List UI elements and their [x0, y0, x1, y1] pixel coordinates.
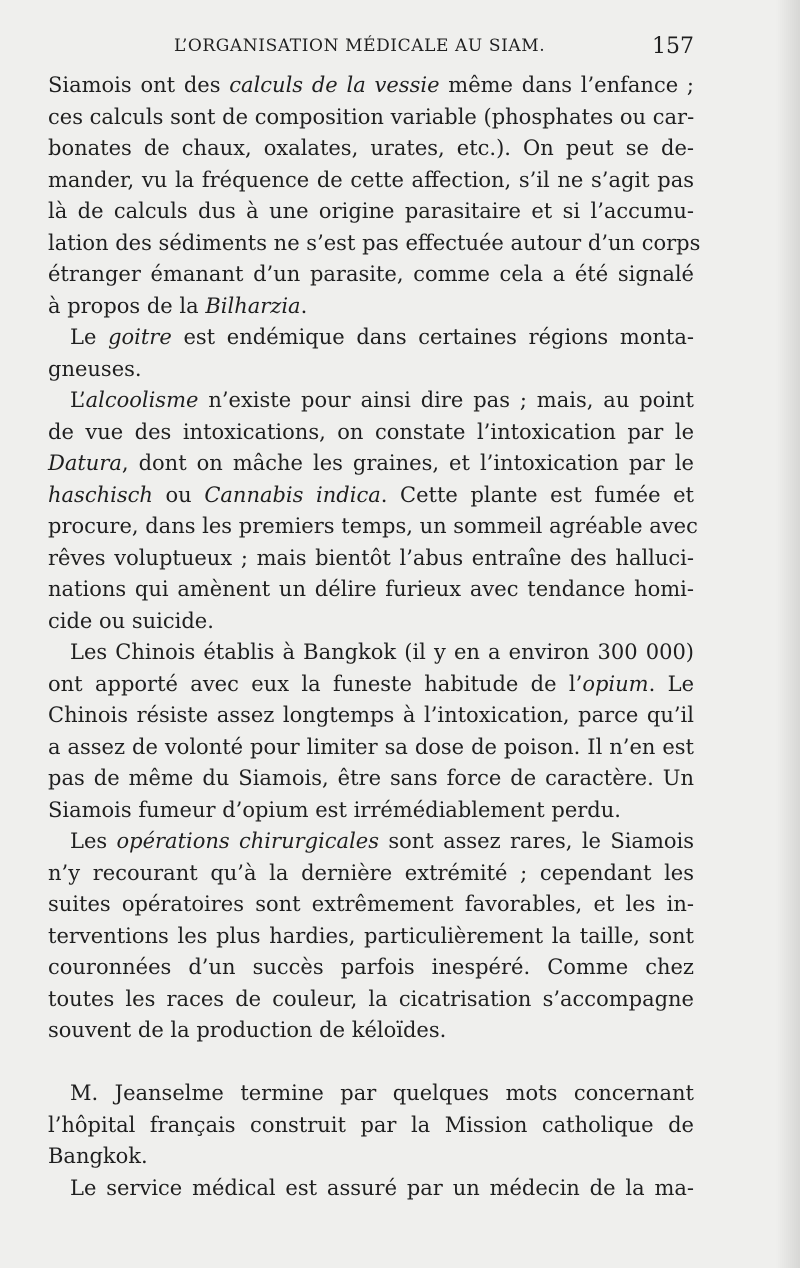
text-line: Siamois ont des calculs de la vessie même dans l’enfance ;: [48, 73, 694, 97]
text-line: mander, vu la fréquence de cette affection, s’il ne s’agit pas: [48, 167, 694, 192]
text-line: de vue des intoxications, on constate l’intoxication par le: [48, 419, 694, 444]
text-line: couronnées d’un succès parfois inespéré. Comme chez: [48, 955, 694, 979]
paragraph-service-medical: [48, 1173, 694, 1205]
text-line: nations qui amènent un délire furieux avec tendance homi-: [48, 577, 694, 601]
text-line: a assez de volonté pour limiter sa dose de poison. Il n’en est: [48, 734, 694, 759]
text-line: Les opérations chirurgicales sont assez rares, le Siamois: [70, 829, 694, 853]
text-line: souvent de la production de kéloïdes.: [48, 1018, 447, 1042]
running-title: L’ORGANISATION MÉDICALE AU SIAM.: [174, 36, 546, 56]
paragraph-gap: [48, 1047, 694, 1079]
text-line: ces calculs sont de composition variable (phosphates ou car-: [48, 104, 695, 129]
text-line: Datura, dont on mâche les graines, et l’intoxication par le: [48, 451, 694, 475]
text-line: ont apporté avec eux la funeste habitude de l’opium. Le: [48, 671, 694, 696]
text-line: Les Chinois établis à Bangkok (il y en a environ 300 000): [70, 640, 694, 664]
paragraph-hopital: [48, 1078, 694, 1173]
paragraph-opium: [48, 637, 694, 826]
text-line: procure, dans les premiers temps, un sommeil agréable avec: [48, 514, 698, 538]
text-line: L’alcoolisme n’existe pour ainsi dire pas ; mais, au point: [70, 388, 694, 412]
text-line: là de calculs dus à une origine parasitaire et si l’accumu-: [48, 199, 694, 223]
text-line: Le service médical est assuré par un médecin de la ma-: [70, 1175, 694, 1200]
text-line: gneuses.: [48, 356, 142, 381]
text-line: terventions les plus hardies, particulièrement la taille, sont: [48, 923, 694, 948]
text-line: suites opératoires sont extrêmement favorables, et les in-: [48, 892, 694, 916]
paragraph-goitre: [48, 322, 694, 385]
body-text: [48, 70, 701, 1204]
text-line: rêves voluptueux ; mais bientôt l’abus entraîne des halluci-: [48, 545, 694, 570]
text-line: Siamois fumeur d’opium est irrémédiablement perdu.: [48, 797, 621, 822]
page-header: [48, 36, 694, 66]
text-line: cide ou suicide.: [48, 608, 214, 633]
page-number: 157: [652, 34, 694, 59]
text-line: lation des sédiments ne s’est pas effectuée autour d’un corps: [48, 230, 701, 255]
text-line: pas de même du Siamois, être sans force de caractère. Un: [48, 766, 694, 790]
text-line: à propos de la Bilharzia.: [48, 293, 308, 318]
text-line: toutes les races de couleur, la cicatrisation s’accompagne: [48, 986, 694, 1011]
text-line: n’y recourant qu’à la dernière extrémité ; cependant les: [48, 860, 694, 885]
text-line: bonates de chaux, oxalates, urates, etc.). On peut se de-: [48, 136, 694, 160]
paragraph-alcoolisme: [48, 385, 698, 637]
text-line: Bangkok.: [48, 1144, 148, 1168]
text-line: Chinois résiste assez longtemps à l’intoxication, parce qu’il: [48, 703, 694, 727]
text-line: M. Jeanselme termine par quelques mots concernant: [70, 1081, 694, 1105]
text-line: Le goitre est endémique dans certaines régions monta-: [70, 325, 694, 349]
paragraph-operations: [48, 826, 694, 1047]
text-line: étranger émanant d’un parasite, comme cela a été signalé: [48, 262, 694, 286]
text-line: haschisch ou Cannabis indica. Cette plante est fumée et: [48, 482, 694, 507]
page-edge-shadow: [776, 0, 800, 1268]
paragraph-calculs: [48, 70, 701, 322]
text-line: l’hôpital français construit par la Mission catholique de: [48, 1112, 694, 1137]
